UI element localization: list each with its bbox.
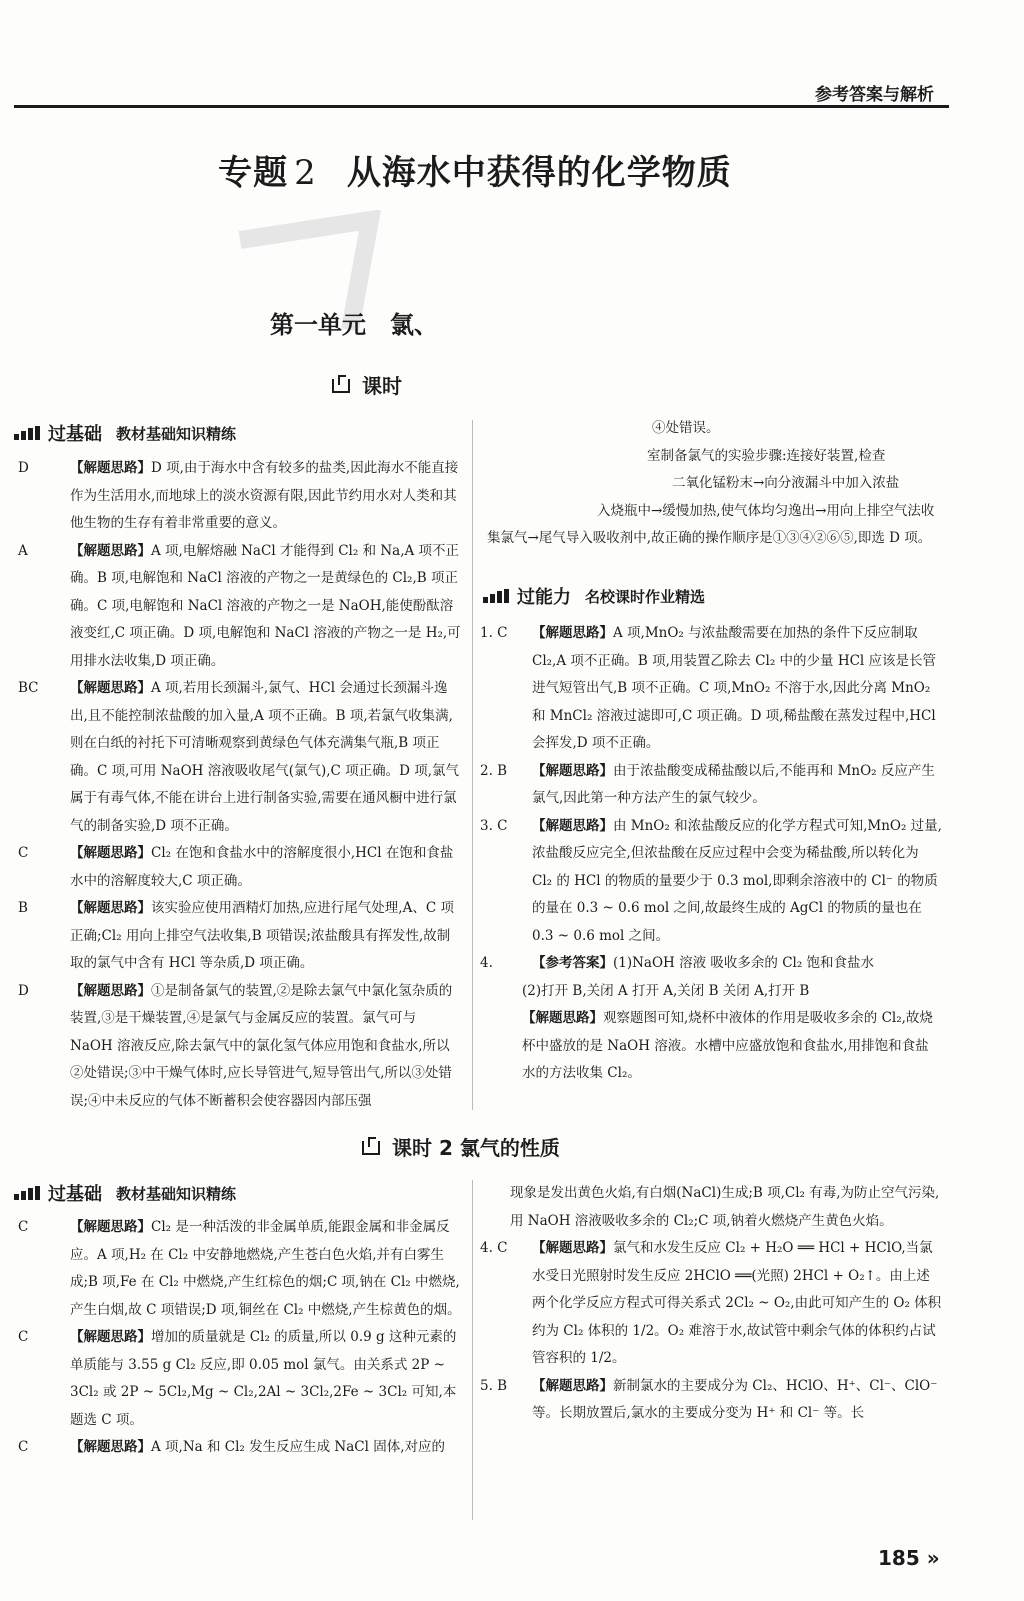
- bars-icon: [14, 426, 40, 440]
- list-item: 2. B 【解题思路】由于浓盐酸变成稀盐酸以后,不能再和 MnO₂ 反应产生氯气,因此第一种方法产生的氯气较少。: [480, 762, 935, 806]
- right-column-1: [480, 620, 942, 1088]
- section-basic-1: [14, 420, 236, 446]
- bars-icon: [483, 589, 509, 603]
- topic-name: 从海水中获得的化学物质: [346, 153, 732, 193]
- topic-number: 2: [294, 153, 317, 193]
- section-basic-2-sub: 教材基础知识精练: [116, 1184, 237, 1203]
- section-ability: [483, 583, 705, 609]
- list-item: 4. 【参考答案】(1)NaOH 溶液 吸收多余的 Cl₂ 饱和食盐水: [480, 955, 875, 971]
- section-ability-sub: 名校课时作业精选: [585, 587, 706, 606]
- list-item: A 【解题思路】A 项,电解熔融 NaCl 才能得到 Cl₂ 和 Na,A 项不正确。B 项,电解饱和 NaCl 溶液的产物之一是黄绿色的 Cl₂,B 项正确。C 项,电解饱和 NaCl 溶液的产物之一是 NaOH,能使酚酞溶液变红,C 项正确。D 项,电解饱和 NaCl 溶液的产物之一是 H₂,可用排水法收集,D 项正确。: [18, 542, 461, 669]
- column-divider: [472, 420, 473, 1110]
- list-item: 4. C 【解题思路】氯气和水发生反应 Cl₂ + H₂O ══ HCl + HClO,当氯水受日光照射时发生反应 2HClO ══(光照) 2HCl + O₂↑。由上述两个化学反应方程式可得关系式 2Cl₂ ~ O₂,由此可知产生的 O₂ 体积约为 Cl₂ 体积的 1/2。O₂ 难溶于水,故试管中剩余气体的体积约占试管容积的 1/2。: [480, 1240, 942, 1366]
- section-ability-main: 过能力: [517, 587, 571, 608]
- header-label: 参考答案与解析: [815, 85, 934, 105]
- right-column-2: [480, 1180, 942, 1428]
- right-column-1-cont: [487, 415, 942, 553]
- left-column-2: [18, 1214, 463, 1462]
- cont-line-3: 二氧化锰粉末→向分液漏斗中加入浓盐: [672, 475, 900, 491]
- lesson-2-title: [360, 1132, 560, 1161]
- section-basic-2: [14, 1180, 236, 1206]
- page-number: 185 »: [878, 1546, 940, 1570]
- list-item: D 【解题思路】①是制备氯气的装置,②是除去氯气中氯化氢杂质的装置,③是干燥装置,④是氯气与金属反应的装置。氯气可与 NaOH 溶液反应,除去氯气中的氯化氢气体应用饱和食盐水,所以②处错误;③中干燥气体时,应长导管进气,短导管出气,所以③处错误;④中未反应的气体不断蓄积会使容器因内部压强: [18, 982, 453, 1109]
- unit-name: 第一单元: [270, 311, 366, 339]
- q4-answer-2: (2)打开 B,关闭 A 打开 A,关闭 B 关闭 A,打开 B: [522, 982, 810, 999]
- list-item: C 【解题思路】增加的质量就是 Cl₂ 的质量,所以 0.9 g 这种元素的单质能与 3.55 g Cl₂ 反应,即 0.05 mol 氯气。由关系式 2P ~ 3Cl₂ 或 2P ~ 5Cl₂,Mg ~ Cl₂,2Al ~ 3Cl₂,2Fe ~ 3Cl₂ 可知,本题选 C 项。: [18, 1329, 457, 1428]
- list-item: D 【解题思路】D 项,由于海水中含有较多的盐类,因此海水不能直接作为生活用水,而地球上的淡水资源有限,因此节约用水对人类和其他生物的生存有着非常重要的意义。: [18, 460, 459, 531]
- cont-line-2: 室制备氯气的实验步骤:连接好装置,检查: [647, 447, 886, 464]
- unit-subject: 氯、: [390, 311, 438, 339]
- left-column-1: [18, 455, 463, 1115]
- lesson-1-title: [330, 370, 402, 399]
- cont-line-1: ④处错误。: [652, 420, 720, 436]
- list-item: 1. C 【解题思路】A 项,MnO₂ 与浓盐酸需要在加热的条件下反应制取 Cl₂,A 项不正确。B 项,用装置乙除去 Cl₂ 中的少量 HCl 应该是长管进气短管出气,B 项不正确。C 项,MnO₂ 不溶于水,因此分离 MnO₂ 和 MnCl₂ 溶液过滤即可,C 项正确。D 项,稀盐酸在蒸发过程中,HCl 会挥发,D 项不正确。: [480, 625, 937, 751]
- list-item: 现象是发出黄色火焰,有白烟(NaCl)生成;B 项,Cl₂ 有毒,为防止空气污染,用 NaOH 溶液吸收多余的 Cl₂;C 项,钠着火燃烧产生黄色火焰。: [510, 1185, 940, 1229]
- section-basic-2-main: 过基础: [48, 1184, 102, 1205]
- book-icon: [360, 1137, 382, 1157]
- section-basic-1-sub: 教材基础知识精练: [116, 424, 237, 443]
- cont-line-4: 入烧瓶中→缓慢加热,使气体均匀逸出→用向上排空气法收集氯气→尾气导入吸收剂中,故正确的操作顺序是①③④②⑥⑤,即选 D 项。: [487, 502, 935, 546]
- list-item: 5. B 【解题思路】新制氯水的主要成分为 Cl₂、HClO、H⁺、Cl⁻、ClO⁻ 等。长期放置后,氯水的主要成分变为 H⁺ 和 Cl⁻ 等。长: [480, 1377, 938, 1421]
- q4-analysis: 【解题思路】观察题图可知,烧杯中液体的作用是吸收多余的 Cl₂,故烧杯中盛放的是 NaOH 溶液。水槽中应盛放饱和食盐水,用排饱和食盐水的方法收集 Cl₂。: [522, 1010, 933, 1081]
- unit-title: [270, 305, 438, 340]
- lesson-1-label: 课时: [362, 374, 402, 398]
- bars-icon: [14, 1186, 40, 1200]
- header-rule: [14, 105, 949, 108]
- section-basic-1-main: 过基础: [48, 424, 102, 445]
- list-item: 3. C 【解题思路】由 MnO₂ 和浓盐酸反应的化学方程式可知,MnO₂ 过量,浓盐酸反应完全,但浓盐酸在反应过程中会变为稀盐酸,所以转化为 Cl₂ 的 HCl 的物质的量要少于 0.3 mol,即剩余溶液中的 Cl⁻ 的物质的量在 0.3 ~ 0.6 mol 之间,故最终生成的 AgCl 的物质的量也在 0.3 ~ 0.6 mol 之间。: [480, 817, 942, 944]
- topic-prefix: 专题: [218, 153, 289, 193]
- list-item: C 【解题思路】Cl₂ 在饱和食盐水中的溶解度很小,HCl 在饱和食盐水中的溶解度较大,C 项正确。: [18, 845, 454, 889]
- list-item: BC 【解题思路】A 项,若用长颈漏斗,氯气、HCl 会通过长颈漏斗逸出,且不能控制浓盐酸的加入量,A 项不正确。B 项,若氯气收集满,则在白纸的衬托下可清晰观察到黄绿色气体充满集气瓶,B 项正确。C 项,可用 NaOH 溶液吸收尾气(氯气),C 项正确。D 项,氯气属于有毒气体,不能在讲台上进行制备实验,需要在通风橱中进行氯气的制备实验,D 项不正确。: [18, 680, 460, 834]
- list-item: C 【解题思路】Cl₂ 是一种活泼的非金属单质,能跟金属和非金属反应。A 项,H₂ 在 Cl₂ 中安静地燃烧,产生苍白色火焰,并有白雾生成;B 项,Fe 在 Cl₂ 中燃烧,产生红棕色的烟;C 项,钠在 Cl₂ 中燃烧,产生白烟,故 C 项错误;D 项,铜丝在 Cl₂ 中燃烧,产生棕黄色的烟。: [18, 1219, 461, 1318]
- book-icon: [330, 375, 352, 395]
- lesson-2-label: 课时 2 氯气的性质: [392, 1136, 560, 1160]
- topic-title: [0, 145, 950, 194]
- list-item: C 【解题思路】A 项,Na 和 Cl₂ 发生反应生成 NaCl 固体,对应的: [18, 1439, 446, 1455]
- list-item: B 【解题思路】该实验应使用酒精灯加热,应进行尾气处理,A、C 项正确;Cl₂ 用向上排空气法收集,B 项错误;浓盐酸具有挥发性,故制取的氯气中含有 HCl 等杂质,D 项正确。: [18, 900, 454, 971]
- column-divider: [472, 1180, 473, 1520]
